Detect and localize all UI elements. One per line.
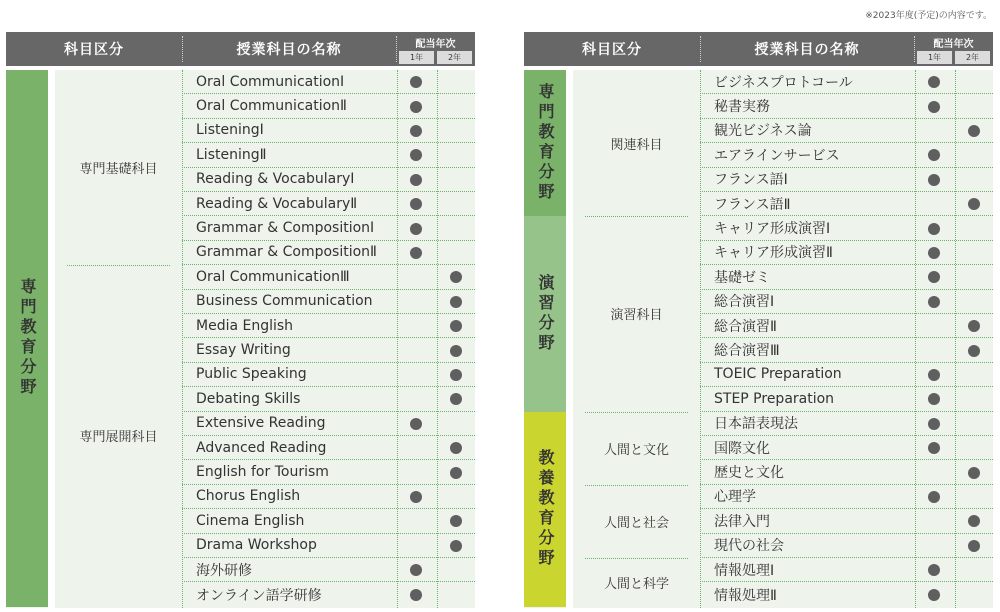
year1-mark — [410, 174, 422, 186]
header-year-allocation: 配当年次 — [415, 38, 456, 50]
table-row — [182, 460, 475, 484]
year2-mark — [450, 467, 462, 479]
course-name: Grammar & CompositionⅠ — [196, 220, 375, 237]
year1-mark — [928, 418, 940, 430]
header-course-name: 授業科目の名称 — [754, 42, 860, 58]
course-name: 心理学 — [714, 489, 756, 506]
course-name: Advanced Reading — [196, 439, 327, 456]
course-name: 基礎ゼミ — [714, 269, 770, 286]
course-name: Oral CommunicationⅡ — [196, 98, 347, 115]
year1-mark — [928, 101, 940, 113]
category-divider — [67, 265, 170, 266]
year1-mark — [928, 223, 940, 235]
course-name: Essay Writing — [196, 342, 291, 359]
table-row — [700, 485, 993, 509]
year2-mark — [968, 345, 980, 357]
year1-mark — [928, 589, 940, 601]
table-row — [700, 387, 993, 411]
table-row — [182, 509, 475, 533]
year2-mark — [968, 467, 980, 479]
course-name: 総合演習Ⅱ — [714, 318, 777, 335]
table-row — [700, 582, 993, 606]
table-row — [700, 290, 993, 314]
course-name: フランス語Ⅰ — [714, 172, 788, 189]
category-divider — [585, 558, 688, 559]
header-year2: 2年 — [437, 51, 472, 64]
year1-mark — [410, 418, 422, 430]
table-row — [700, 70, 993, 94]
course-name: 歴史と文化 — [714, 465, 784, 482]
course-name: エアラインサービス — [714, 147, 840, 164]
table-header — [524, 32, 993, 66]
curriculum-table-right — [524, 32, 993, 608]
year1-mark — [928, 369, 940, 381]
course-name: Business Communication — [196, 293, 373, 310]
table-row — [182, 314, 475, 338]
course-name: 海外研修 — [196, 562, 252, 579]
table-row — [182, 265, 475, 289]
table-row — [182, 216, 475, 240]
table-row — [182, 436, 475, 460]
course-name: キャリア形成演習Ⅱ — [714, 245, 833, 262]
year1-mark — [928, 174, 940, 186]
year1-mark — [410, 491, 422, 503]
domain-label: 専門教育分野 — [524, 70, 566, 216]
category-label: 人間と社会 — [603, 515, 669, 531]
course-name: Oral CommunicationⅠ — [196, 73, 345, 90]
table-row — [700, 460, 993, 484]
table-row — [700, 119, 993, 143]
year1-mark — [928, 491, 940, 503]
course-name: Grammar & CompositionⅡ — [196, 244, 377, 261]
table-row — [182, 70, 475, 94]
header-category: 科目区分 — [64, 42, 124, 58]
course-name: 観光ビジネス論 — [714, 123, 812, 140]
table-row — [700, 94, 993, 118]
course-name: 情報処理Ⅰ — [714, 562, 775, 579]
year1-mark — [410, 125, 422, 137]
header-year1: 1年 — [399, 51, 434, 64]
table-row — [182, 241, 475, 265]
course-name: 現代の社会 — [714, 538, 784, 555]
curriculum-table-left — [6, 32, 475, 608]
table-row — [182, 387, 475, 411]
course-name: フランス語Ⅱ — [714, 196, 791, 213]
header-year2: 2年 — [955, 51, 990, 64]
year2-mark — [450, 345, 462, 357]
course-name: 総合演習Ⅰ — [714, 294, 775, 311]
course-name: 秘書実務 — [714, 99, 770, 116]
header-category: 科目区分 — [582, 42, 642, 58]
table-row — [182, 290, 475, 314]
year1-mark — [410, 223, 422, 235]
course-name: 総合演習Ⅲ — [714, 343, 780, 360]
year2-mark — [450, 296, 462, 308]
table-row — [700, 338, 993, 362]
category-label: 専門基礎科目 — [79, 162, 158, 178]
footnote: ※2023年度(予定)の内容です。 — [865, 11, 992, 21]
year2-mark — [450, 369, 462, 381]
table-row — [700, 216, 993, 240]
course-name: 日本語表現法 — [714, 416, 798, 433]
course-name: ListeningⅠ — [196, 122, 264, 139]
category-label: 人間と文化 — [603, 442, 669, 458]
table-row — [700, 265, 993, 289]
table-row — [700, 143, 993, 167]
category-label: 関連科目 — [610, 137, 663, 153]
year1-mark — [410, 101, 422, 113]
year1-mark — [928, 247, 940, 259]
category-divider — [585, 216, 688, 217]
table-row — [700, 436, 993, 460]
table-row — [700, 534, 993, 558]
header-course-name: 授業科目の名称 — [236, 42, 342, 58]
course-name: 法律入門 — [714, 513, 770, 530]
course-name: Reading & VocabularyⅡ — [196, 195, 358, 212]
domain-label: 教養教育分野 — [524, 412, 566, 607]
course-name: English for Tourism — [196, 464, 329, 481]
table-row — [182, 338, 475, 362]
course-name: 国際文化 — [714, 440, 770, 457]
table-row — [182, 412, 475, 436]
course-name: Chorus English — [196, 488, 301, 505]
course-name: Oral CommunicationⅢ — [196, 268, 350, 285]
table-row — [182, 558, 475, 582]
year1-mark — [410, 247, 422, 259]
course-name: Reading & VocabularyⅠ — [196, 171, 355, 188]
course-name: STEP Preparation — [714, 390, 835, 407]
table-row — [182, 363, 475, 387]
category-divider — [585, 485, 688, 486]
course-name: Public Speaking — [196, 366, 307, 383]
year1-mark — [928, 296, 940, 308]
table-row — [700, 241, 993, 265]
course-name: Extensive Reading — [196, 415, 326, 432]
table-row — [182, 143, 475, 167]
course-name: ListeningⅡ — [196, 146, 267, 163]
course-name: Media English — [196, 317, 294, 334]
category-label: 人間と科学 — [603, 576, 669, 592]
course-name: Cinema English — [196, 512, 305, 529]
year2-mark — [968, 125, 980, 137]
table-row — [700, 363, 993, 387]
table-row — [700, 192, 993, 216]
table-row — [700, 558, 993, 582]
header-year1: 1年 — [917, 51, 952, 64]
year1-mark — [410, 589, 422, 601]
table-row — [182, 168, 475, 192]
year2-mark — [450, 540, 462, 552]
table-row — [182, 119, 475, 143]
table-row — [182, 534, 475, 558]
course-name: ビジネスプロトコール — [714, 74, 853, 91]
category-label: 専門展開科目 — [79, 430, 158, 446]
category-divider — [585, 412, 688, 413]
table-header — [6, 32, 475, 66]
course-name: オンライン語学研修 — [196, 587, 322, 604]
course-name: Debating Skills — [196, 390, 301, 407]
table-row — [182, 485, 475, 509]
table-row — [700, 314, 993, 338]
domain-label: 演習分野 — [524, 216, 566, 411]
course-name: 情報処理Ⅱ — [714, 587, 777, 604]
table-body — [524, 70, 993, 608]
table-row — [182, 192, 475, 216]
course-name: キャリア形成演習Ⅰ — [714, 221, 831, 238]
header-year-allocation: 配当年次 — [933, 38, 974, 50]
table-row — [182, 94, 475, 118]
year2-mark — [968, 540, 980, 552]
table-row — [700, 412, 993, 436]
table-row — [700, 509, 993, 533]
course-name: TOEIC Preparation — [714, 366, 842, 383]
table-row — [182, 582, 475, 606]
domain-label: 専門教育分野 — [6, 70, 48, 607]
category-label: 演習科目 — [610, 308, 663, 324]
table-row — [700, 168, 993, 192]
course-name: Drama Workshop — [196, 537, 317, 554]
table-body — [6, 70, 475, 608]
